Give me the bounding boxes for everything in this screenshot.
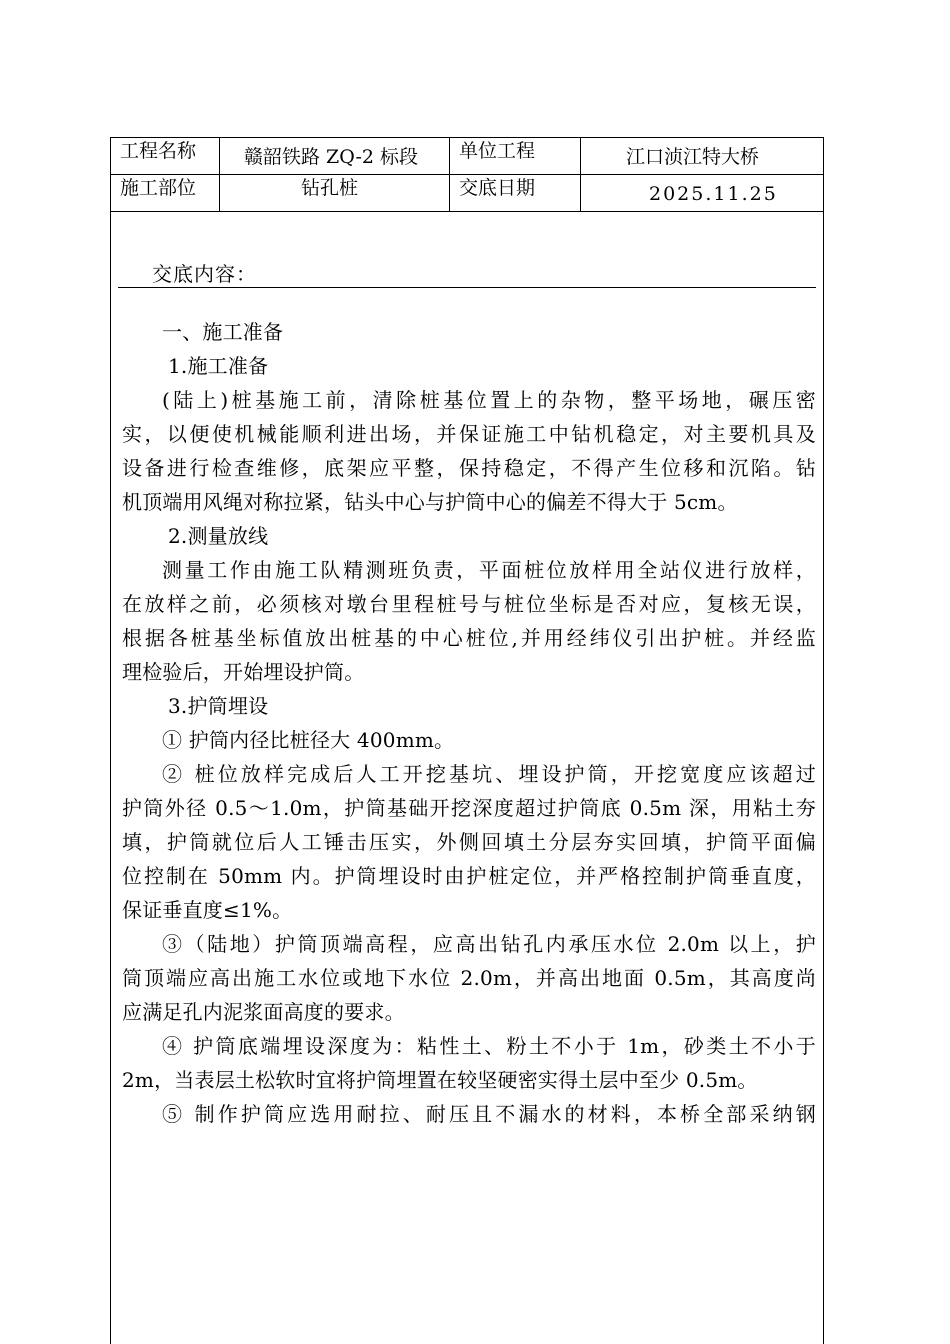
site-label: 施工部位 [120, 177, 197, 199]
document-body [122, 315, 816, 1131]
subsection-heading: 3.护筒埋设 [168, 694, 269, 718]
date-label: 交底日期 [459, 177, 536, 199]
list-item: ② 桩位放样完成后人工开挖基坑、埋设护筒，开挖宽度应该超过 [162, 762, 816, 786]
header-col-divider-3 [580, 137, 581, 211]
list-item: ⑤ 制作护筒应选用耐拉、耐压且不漏水的材料，本桥全部采纳钢 [162, 1102, 816, 1126]
list-item: ① 护筒内径比桩径大 400mm。 [162, 728, 455, 752]
list-item: ④ 护筒底端埋设深度为：粘性土、粉土不小于 1m，砂类土不小于 [162, 1034, 816, 1058]
paragraph-line: 根据各桩基坐标值放出桩基的中心桩位,并用经纬仪引出护桩。并经监 [122, 626, 816, 650]
subsection-heading: 1.施工准备 [168, 354, 269, 378]
unit-label: 单位工程 [459, 140, 536, 162]
section-heading: 一、施工准备 [162, 320, 284, 344]
paragraph-line: 机顶端用风绳对称拉紧，钻头中心与护筒中心的偏差不得大于 5cm。 [122, 490, 738, 514]
subsection-heading: 2.测量放线 [168, 524, 269, 548]
paragraph-line: 设备进行检查维修，底架应平整，保持稳定，不得产生位移和沉陷。钻 [122, 456, 816, 480]
paragraph-line: 填，护筒就位后人工锤击压实，外侧回填土分层夯实回填，护筒平面偏 [122, 830, 816, 854]
paragraph-line: 保证垂直度≤1%。 [122, 898, 293, 922]
paragraph-line: 实，以便使机械能顺利进出场，并保证施工中钻机稳定，对主要机具及 [122, 422, 816, 446]
header-bottom-border [110, 211, 824, 212]
paragraph-line: 理检验后，开始埋设护筒。 [122, 660, 365, 684]
paragraph-line: 应满足孔内泥浆面高度的要求。 [122, 1000, 405, 1024]
content-divider [118, 287, 816, 288]
content-label: 交底内容： [152, 262, 257, 286]
project-name-value: 赣韶铁路 ZQ-2 标段 [244, 146, 419, 168]
project-name-label: 工程名称 [120, 140, 197, 162]
header-col-divider-2 [449, 137, 450, 211]
paragraph-line: 护筒外径 0.5～1.0m，护筒基础开挖深度超过护筒底 0.5m 深，用粘土夯 [122, 796, 816, 820]
site-value: 钻孔桩 [301, 177, 359, 199]
paragraph-line: 在放样之前，必须核对墩台里程桩号与桩位坐标是否对应，复核无误， [122, 592, 816, 616]
paragraph-line: (陆上)桩基施工前，清除桩基位置上的杂物，整平场地，碾压密 [162, 388, 816, 412]
paragraph-line: 2m，当表层土松软时宜将护筒埋置在较坚硬密实得土层中至少 0.5m。 [122, 1068, 758, 1092]
date-value: 2025.11.25 [649, 183, 778, 205]
list-item: ③（陆地）护筒顶端高程，应高出钻孔内承压水位 2.0m 以上，护 [162, 932, 816, 956]
paragraph-line: 位控制在 50mm 内。护筒埋设时由护桩定位，并严格控制护筒垂直度， [122, 864, 816, 888]
header-col-divider-1 [219, 137, 220, 211]
unit-value: 江口浈江特大桥 [626, 146, 760, 168]
paragraph-line: 筒顶端应高出施工水位或地下水位 2.0m，并高出地面 0.5m，其高度尚 [122, 966, 816, 990]
header-row-divider [110, 174, 824, 175]
paragraph-line: 测量工作由施工队精测班负责，平面桩位放样用全站仪进行放样， [162, 558, 816, 582]
